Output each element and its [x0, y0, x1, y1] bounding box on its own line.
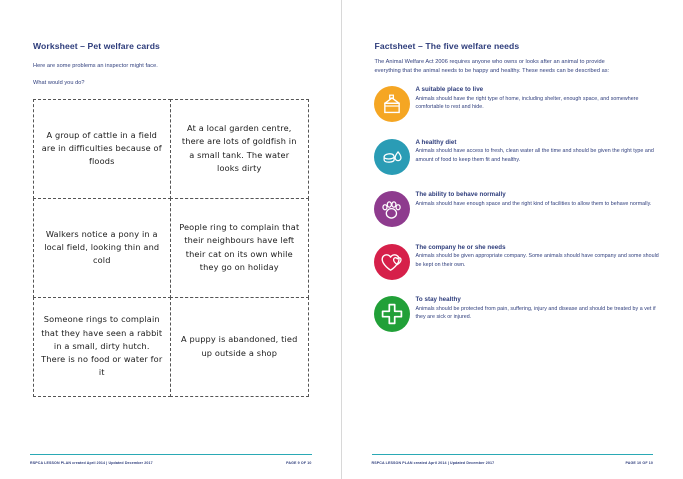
welfare-need-description: Animals should be given appropriate company. Some animals should have company and some should be kept on their own.	[415, 253, 659, 268]
worksheet-card	[33, 198, 172, 298]
worksheet-card	[170, 297, 309, 397]
paw-print-icon	[374, 191, 410, 227]
welfare-need-item	[374, 244, 664, 288]
factsheet-intro-line-2: everything that the animal needs to be happy and healthy. These needs can be described as:	[374, 68, 610, 74]
welfare-need-title: The company he or she needs	[415, 243, 506, 251]
worksheet-card	[33, 99, 172, 199]
welfare-need-title: The ability to behave normally	[415, 191, 506, 198]
worksheet-card-text: At a local garden centre, there are lots of goldfish in a small tank. The water looks dirty	[181, 122, 297, 173]
footer-page-number: PAGE 9 OF 10	[286, 461, 312, 465]
welfare-need-description: Animals should be protected from pain, suffering, injury and disease and should be treated by a vet if they are sick or injured.	[415, 305, 656, 321]
footer-credit: RSPCA LESSON PLAN created April 2014 | Updated December 2017	[30, 461, 153, 465]
welfare-need-item	[374, 86, 664, 130]
food-bowl-water-drop-icon	[374, 139, 410, 175]
footer-divider	[372, 454, 654, 455]
welfare-need-description: Animals should have the right type of home, including shelter, enough space, and somewhere comfortable to rest and hide.	[415, 95, 639, 111]
worksheet-card-text: Someone rings to complain that they have seen a rabbit in a small, dirty hutch. There is no food or water for it	[41, 314, 163, 378]
worksheet-card-text: People ring to complain that their neighbours have left their cat on its own while they go on holiday	[179, 221, 300, 272]
two-hearts-icon	[374, 244, 410, 280]
right-page-factsheet	[342, 0, 683, 479]
pet-welfare-card-grid	[33, 99, 308, 396]
factsheet-intro-line-1: The Animal Welfare Act 2006 requires anyone who owns or looks after an animal to provide	[374, 59, 605, 65]
footer-credit: RSPCA LESSON PLAN created April 2014 | Updated December 2017	[371, 461, 495, 465]
welfare-need-title: A healthy diet	[415, 138, 457, 146]
welfare-need-item	[374, 296, 664, 340]
worksheet-intro-line-1: Here are some problems an inspector might face.	[33, 63, 158, 69]
worksheet-intro-line-2: What would you do?	[33, 80, 85, 86]
welfare-need-item	[374, 139, 664, 183]
welfare-need-description: Animals should have enough space and the right kind of facilities to allow them to behave normally.	[415, 200, 652, 207]
worksheet-card-text: A puppy is abandoned, tied up outside a shop	[181, 334, 298, 358]
worksheet-card	[33, 297, 172, 397]
medical-cross-icon	[374, 296, 410, 332]
footer-page-number: PAGE 10 OF 10	[625, 461, 653, 465]
welfare-need-title: To stay healthy	[415, 296, 461, 303]
worksheet-card	[170, 99, 309, 199]
page-title: Worksheet – Pet welfare cards	[33, 41, 160, 51]
page-gutter-divider	[341, 0, 342, 479]
worksheet-card-text: A group of cattle in a field are in difficulties because of floods	[41, 129, 162, 167]
kennel-icon	[374, 86, 410, 122]
footer-divider	[30, 454, 312, 455]
worksheet-card-text: Walkers notice a pony in a local field, looking thin and cold	[44, 228, 160, 266]
welfare-need-description: Animals should have access to fresh, clean water all the time and should be given the right type and amount of food to keep them fit and healthy.	[415, 148, 654, 163]
welfare-need-item	[374, 191, 664, 235]
worksheet-card	[170, 198, 309, 298]
welfare-needs-list	[374, 86, 664, 349]
welfare-need-title: A suitable place to live	[415, 86, 484, 93]
page-title: Factsheet – The five welfare needs	[374, 41, 520, 51]
